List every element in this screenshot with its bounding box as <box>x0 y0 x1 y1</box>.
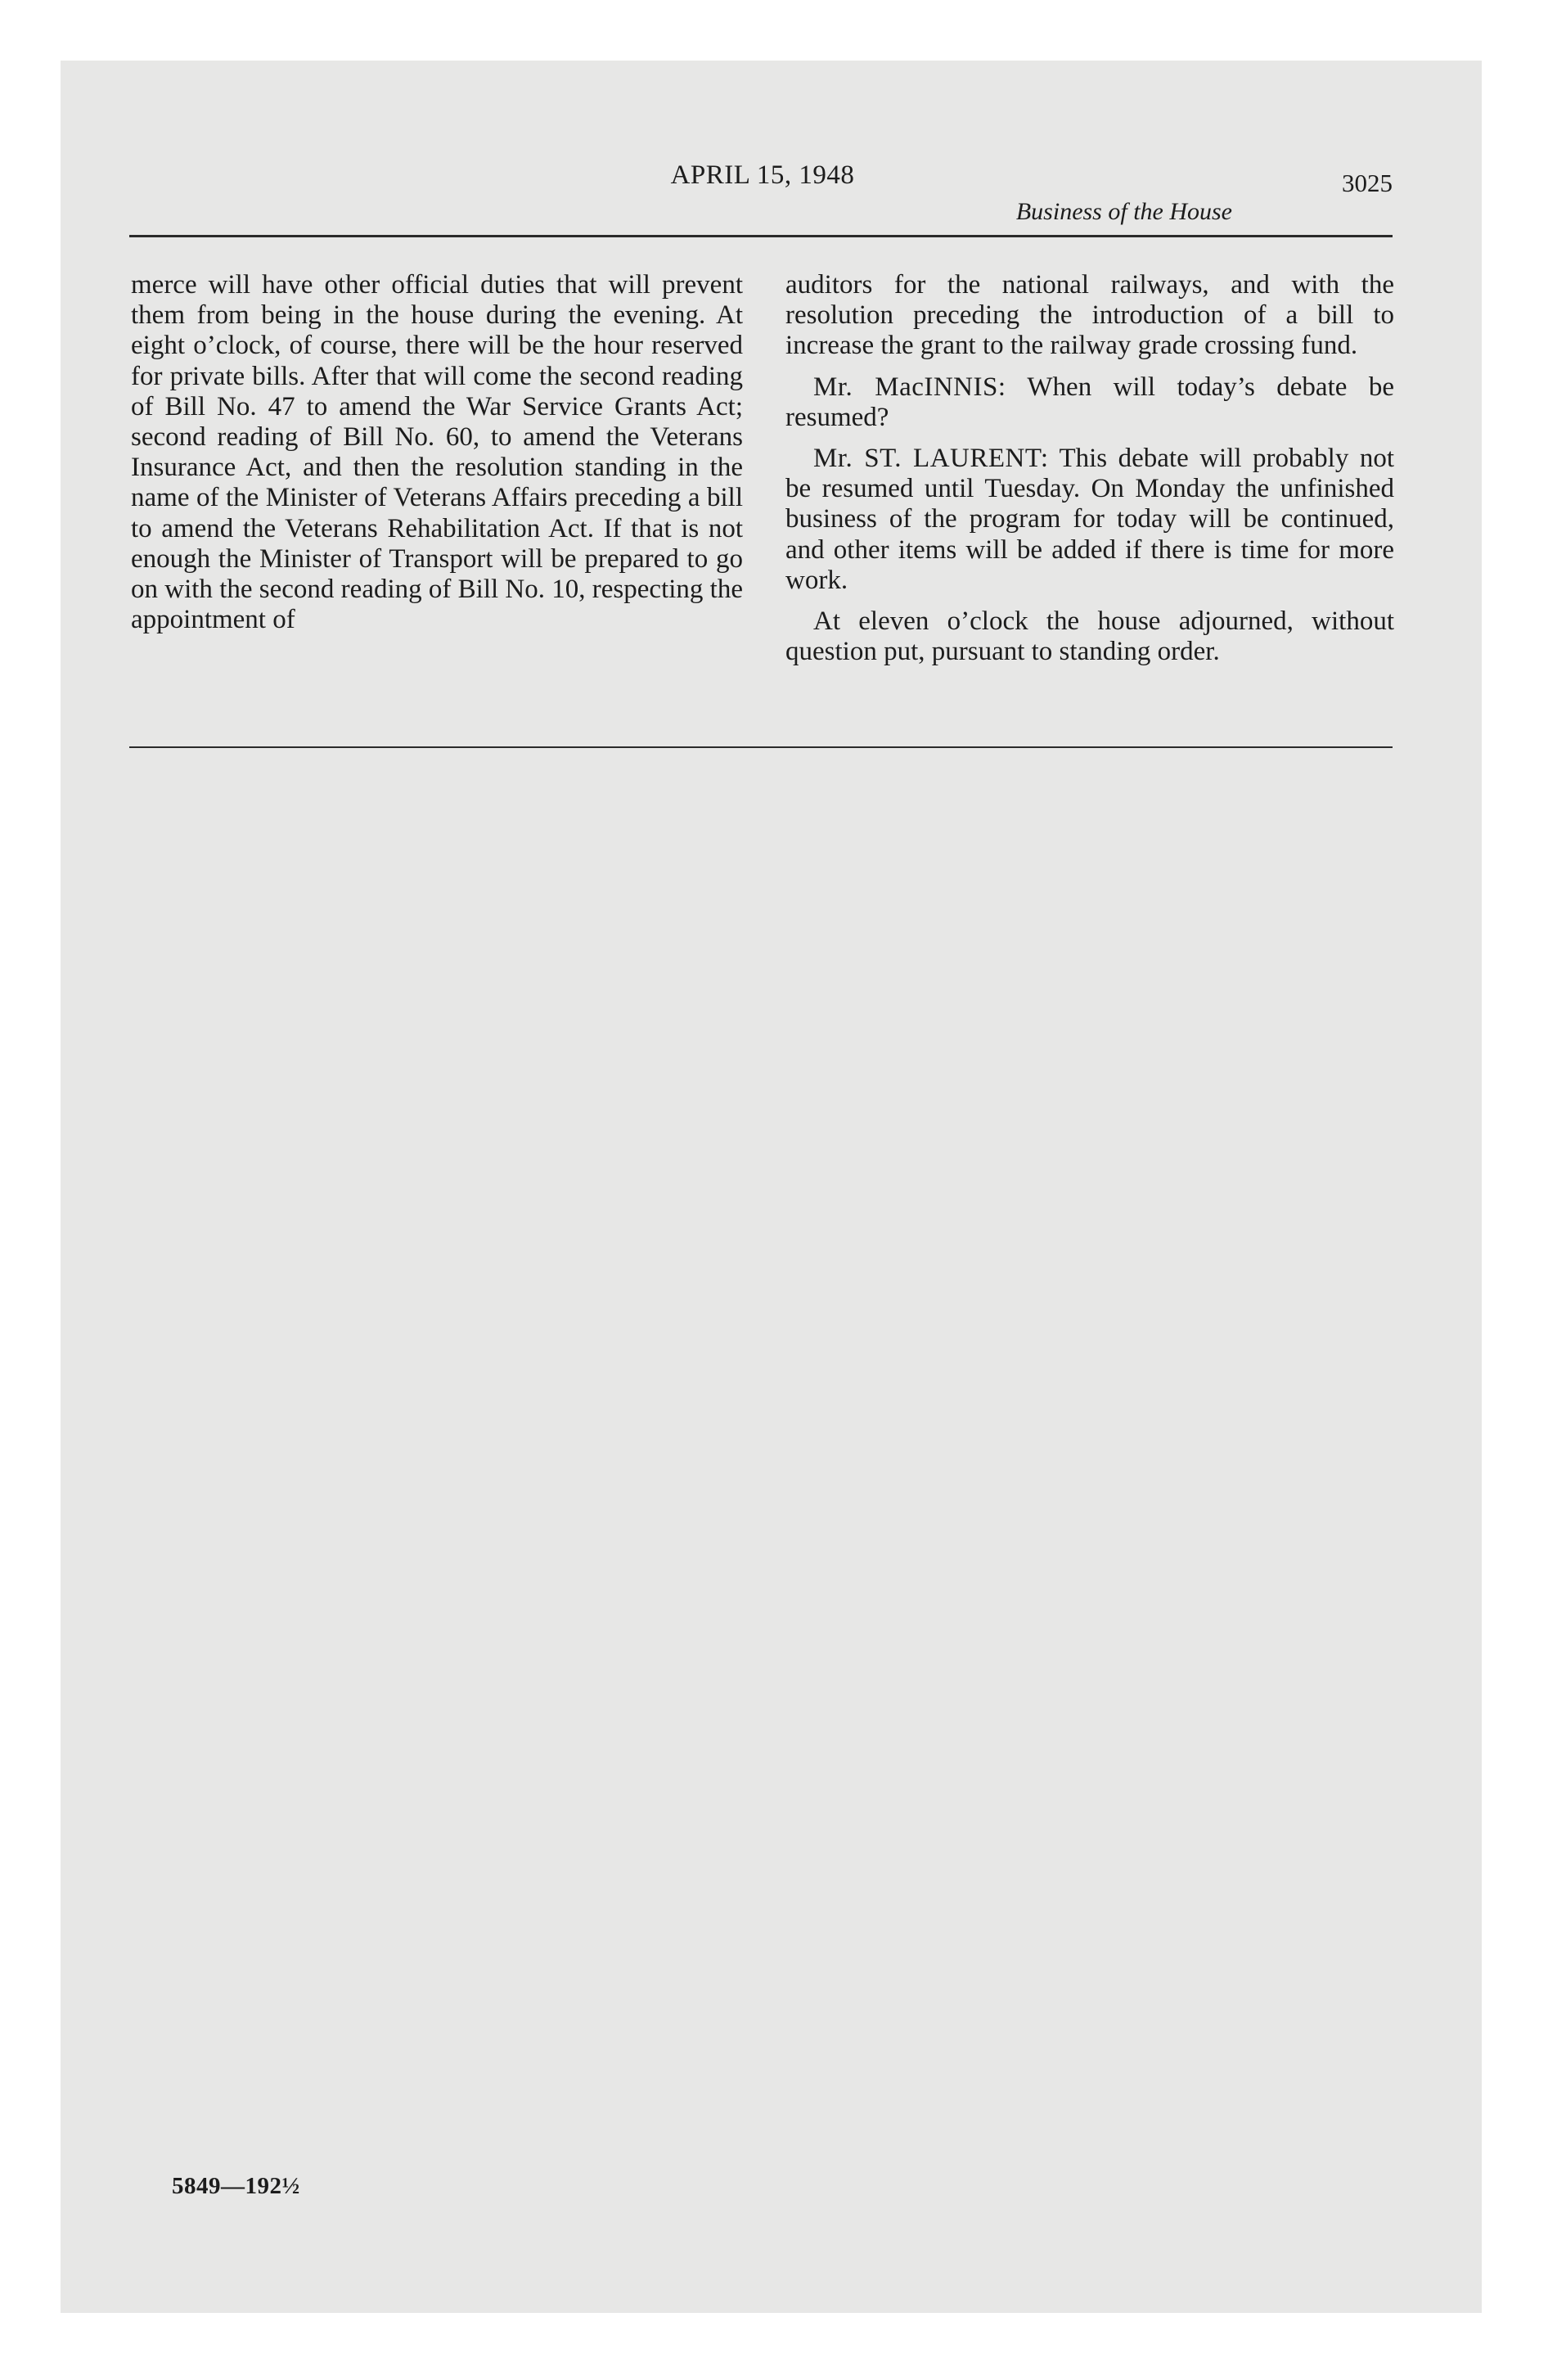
st-laurent-text: This debate will probably not be resumed until Tuesday. On Monday the unfinished business of the program for today will be continued, and other items will be added if there is time for more work. <box>785 444 1395 595</box>
continuation-paragraph: auditors for the national railways, and with the resolution preceding the introduction of a bill to increase the grant to the railway grade crossing fund. <box>785 270 1394 361</box>
page-number: 3025 <box>1342 169 1393 197</box>
left-column-text: merce will have other official duties that will prevent them from being in the house during the evening. At eight o’clock, of course, there will be the hour reserved for private bills. After that will come the second reading of Bill No. 47 to amend the War Service Grants Act; second reading of Bill No. 60, to amend the Veterans Insurance Act, and then the resolution standing in the name of the Minister of Veterans Affairs preceding a bill to amend the Veterans Rehabilitation Act. If that is not enough the Minister of Transport will be prepared to go on with the second reading of Bill No. 10, respecting the appointment of <box>131 270 743 635</box>
macinnis-text: When will today’s debate be resumed? <box>785 372 1394 432</box>
macinnis-question <box>785 372 1394 433</box>
speaker-macinnis: Mr. MacINNIS: <box>813 372 1006 402</box>
header-rule <box>129 235 1393 237</box>
st-laurent-reply <box>785 444 1394 596</box>
header-date: APRIL 15, 1948 <box>670 160 855 190</box>
print-code: 5849—192½ <box>172 2173 300 2199</box>
left-column <box>131 270 743 635</box>
adjournment-paragraph: At eleven o’clock the house adjourned, without question put, pursuant to standing order. <box>785 606 1394 667</box>
speaker-st-laurent: Mr. ST. LAURENT: <box>813 444 1049 474</box>
header-section-title: Business of the House <box>1015 198 1232 225</box>
end-rule <box>129 746 1393 748</box>
page-header <box>133 160 1393 223</box>
right-column <box>785 270 1394 667</box>
